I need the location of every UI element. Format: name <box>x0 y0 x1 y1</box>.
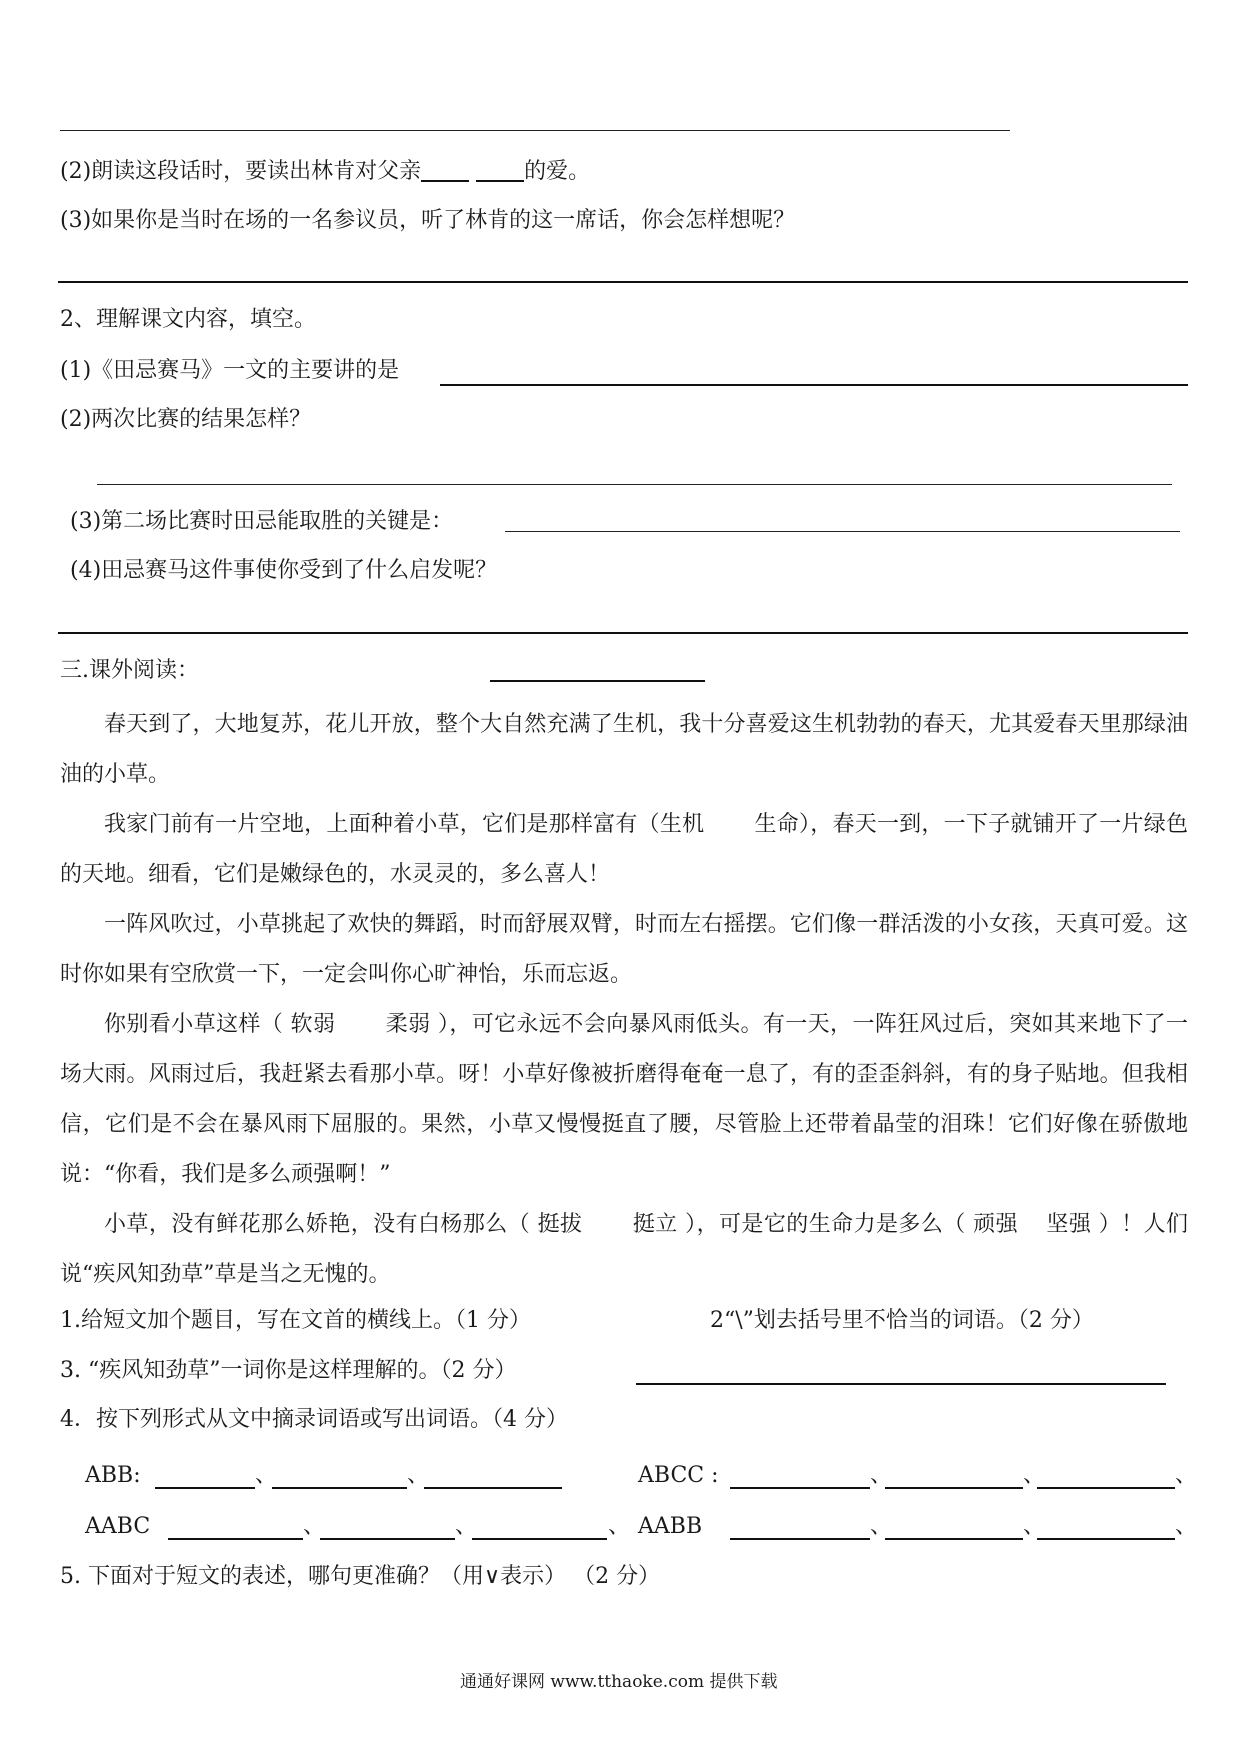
answer-blank[interactable] <box>320 1538 455 1540</box>
q1-item2 <box>60 157 590 187</box>
answer-blank[interactable] <box>1037 1487 1175 1489</box>
page-footer: 通通好课网 www.tthaoke.com 提供下载 <box>460 1672 778 1692</box>
answer-blank[interactable] <box>730 1538 870 1540</box>
separator: 、 <box>455 1514 478 1539</box>
passage-text: 生命），春天一到，一下子就铺开了一片绿色的天地。细看，它们是嫩绿色的，水灵灵的，多么喜人！ <box>60 812 1188 887</box>
answer-blank[interactable] <box>155 1487 255 1489</box>
answer-blank[interactable] <box>885 1487 1023 1489</box>
question-5: 5. 下面对于短文的表述，哪句更准确？（用∨表示） （2 分） <box>60 1564 661 1589</box>
answer-line[interactable] <box>58 281 1188 283</box>
passage-paragraph <box>60 1000 1188 1200</box>
answer-blank[interactable] <box>1037 1538 1175 1540</box>
abcc-label: ABCC : <box>638 1463 719 1488</box>
q1-item2-text: (2)朗读这段话时，要读出林肯对父亲 <box>60 159 422 184</box>
passage-text: 小草，没有鲜花那么娇艳，没有白杨那么（ 挺拔 <box>104 1212 583 1237</box>
title-blank[interactable] <box>490 680 705 682</box>
passage-text: 挺立 ），可是它的生命力是多么（ 顽强 <box>632 1212 1018 1237</box>
answer-blank[interactable] <box>885 1538 1023 1540</box>
answer-blank[interactable] <box>472 1538 607 1540</box>
passage-text: 我家门前有一片空地，上面种着小草，它们是那样富有（生机 <box>104 812 705 837</box>
question-2: 2“\”划去括号里不恰当的词语。（2 分） <box>710 1308 1094 1333</box>
q2-item3: (3)第二场比赛时田忌能取胜的关键是： <box>70 509 454 534</box>
separator: 、 <box>255 1463 278 1488</box>
answer-line[interactable] <box>636 1383 1166 1385</box>
passage-text: 坚强 ）！人们说“疾风知劲草”草是当之无愧的。 <box>60 1212 1188 1287</box>
separator: 、 <box>407 1463 430 1488</box>
answer-blank[interactable] <box>476 180 524 182</box>
question-1: 1.给短文加个题目，写在文首的横线上。（1 分） <box>60 1308 531 1333</box>
question-3: 3. “疾风知劲草”一词你是这样理解的。（2 分） <box>60 1358 517 1383</box>
aabb-label: AABB <box>638 1514 703 1539</box>
answer-blank[interactable] <box>424 1487 562 1489</box>
q1-item2-end: 的爱。 <box>524 159 591 184</box>
abb-label: ABB: <box>85 1463 141 1488</box>
separator: 、 <box>608 1514 631 1539</box>
question-4: 4．按下列形式从文中摘录词语或写出词语。（4 分） <box>60 1407 568 1432</box>
answer-blank[interactable] <box>168 1538 303 1540</box>
q2-item4: (4)田忌赛马这件事使你受到了什么启发呢？ <box>70 558 498 583</box>
separator: 、 <box>1175 1514 1198 1539</box>
passage-paragraph: 春天到了，大地复苏，花儿开放，整个大自然充满了生机，我十分喜爱这生机勃勃的春天，尤其爱春天里那绿油油的小草。 <box>60 712 1188 787</box>
q2-item2: (2)两次比赛的结果怎样？ <box>60 407 312 432</box>
q2-item1: (1)《田忌赛马》一文的主要讲的是 <box>60 358 400 383</box>
reading-passage <box>60 700 1188 1300</box>
separator: 、 <box>870 1463 893 1488</box>
passage-text: 柔弱 ），可它永远不会向暴风雨低头。有一天，一阵狂风过后，突如其来地下了一场大雨。风雨过后，我赶紧去看那小草。呀！小草好像被折磨得奄奄一息了，有的歪歪斜斜，有的身子贴地。但我相信，它们是不会在暴风雨下屈服的。果然，小草又慢慢挺直了腰，尽管脸上还带着晶莹的泪珠！它们好像在骄傲地说：“你看，我们是多么顽强啊！” <box>60 1012 1189 1187</box>
answer-blank[interactable] <box>421 180 469 182</box>
q1-item3: (3)如果你是当时在场的一名参议员，听了林肯的这一席话，你会怎样想呢？ <box>60 208 796 233</box>
separator: 、 <box>1023 1514 1046 1539</box>
passage-paragraph: 一阵风吹过，小草挑起了欢快的舞蹈，时而舒展双臂，时而左右摇摆。它们像一群活泼的小女孩，天真可爱。这时你如果有空欣赏一下，一定会叫你心旷神怡，乐而忘返。 <box>60 912 1188 987</box>
separator: 、 <box>870 1514 893 1539</box>
answer-blank[interactable] <box>730 1487 870 1489</box>
aabc-label: AABC <box>85 1514 151 1539</box>
answer-line[interactable] <box>97 484 1172 485</box>
separator: 、 <box>303 1514 326 1539</box>
answer-blank[interactable] <box>272 1487 407 1489</box>
passage-paragraph <box>60 1200 1188 1300</box>
q2-heading: 2、理解课文内容，填空。 <box>60 307 316 332</box>
section3-heading: 三.课外阅读： <box>60 658 199 683</box>
separator: 、 <box>1175 1463 1198 1488</box>
separator: 、 <box>1023 1463 1046 1488</box>
answer-line[interactable] <box>58 632 1188 634</box>
passage-paragraph <box>60 800 1188 900</box>
answer-line[interactable] <box>440 384 1188 386</box>
answer-line <box>60 130 1010 131</box>
answer-line[interactable] <box>505 531 1180 532</box>
passage-text: 你别看小草这样（ 软弱 <box>104 1012 336 1037</box>
